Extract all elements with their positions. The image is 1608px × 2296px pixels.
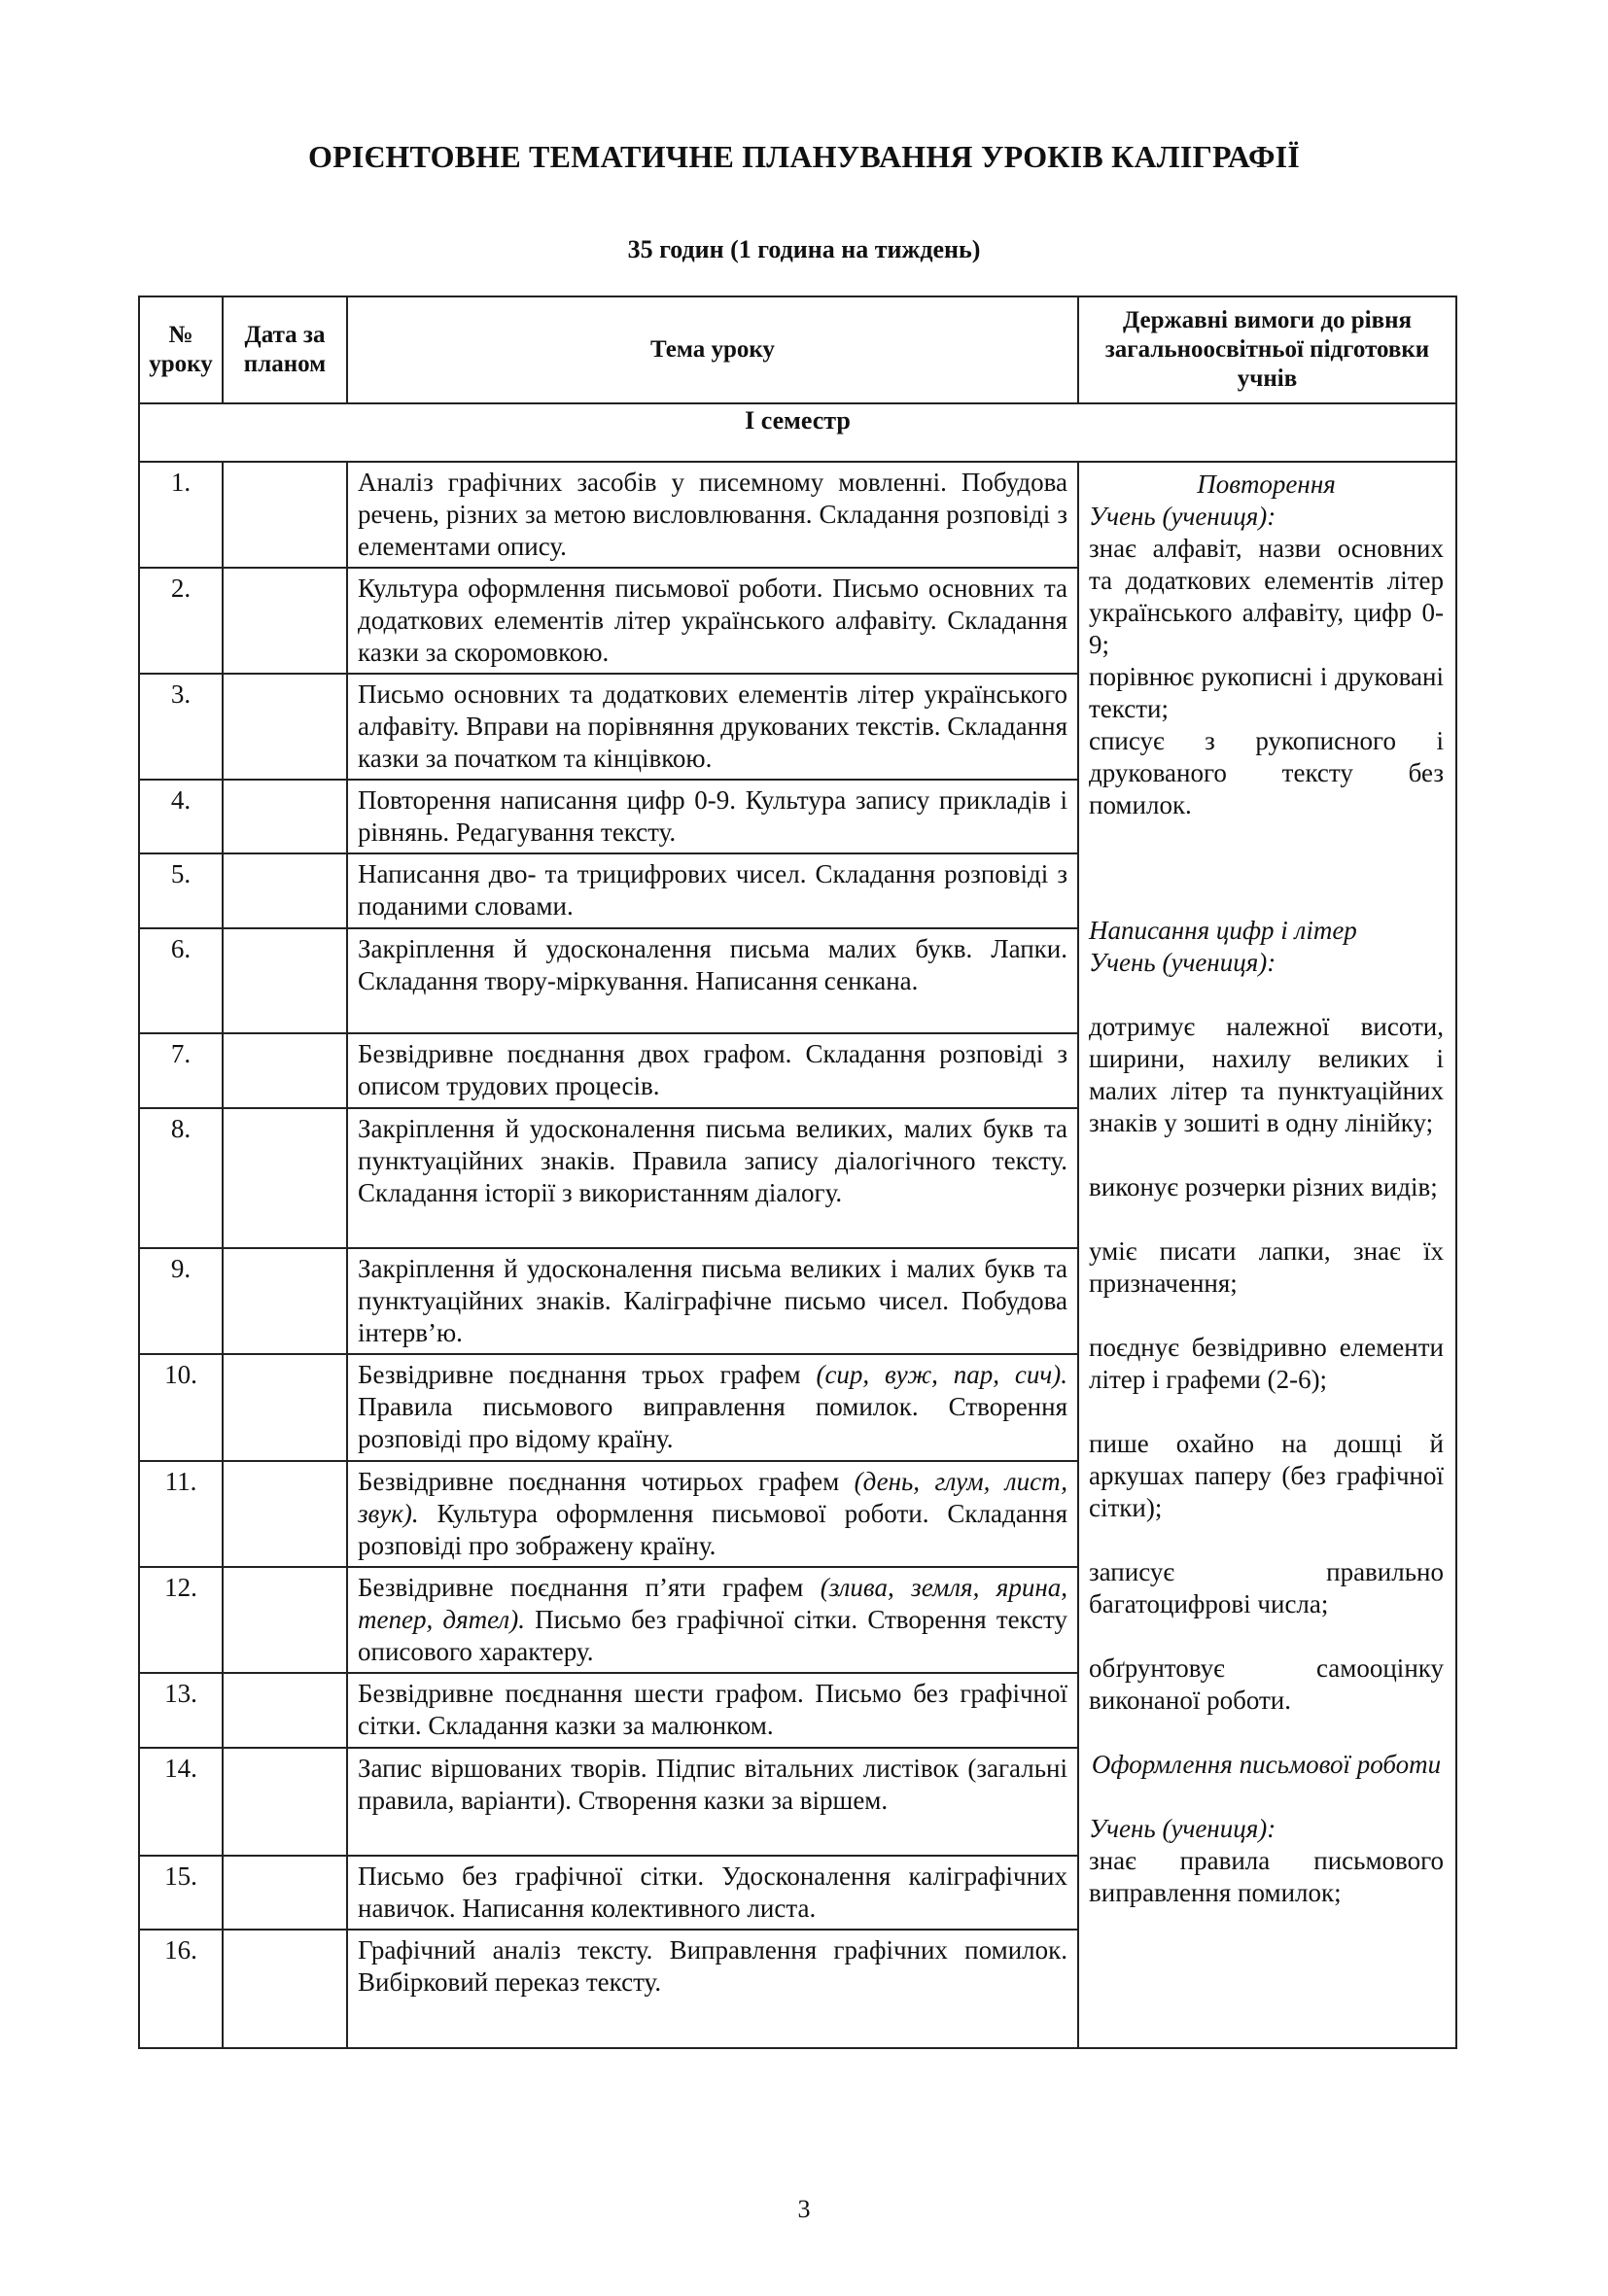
row-date: [223, 1673, 347, 1748]
row-number: 12.: [139, 1567, 223, 1673]
row-topic: Запис віршованих творів. Підпис вітальних листівок (загальні правила, варіанти). Створення казки за віршем.: [347, 1748, 1078, 1856]
row-number: 14.: [139, 1748, 223, 1856]
req-writing-item: дотримує належної висоти, ширини, нахилу великих і малих літер та пунктуаційних знаків у зошиті в одну лінійку;: [1089, 1012, 1444, 1137]
topic-examples: (злива, земля, ярина, тепер, дятел).: [358, 1573, 1067, 1634]
row-date: [223, 1567, 347, 1673]
row-number: 7.: [139, 1033, 223, 1108]
topic-text: Письмо без графічної сітки. Створення тексту описового характеру.: [358, 1605, 1067, 1666]
row-topic: Повторення написання цифр 0-9. Культура запису прикладів і рівнянь. Редагування тексту.: [347, 780, 1078, 853]
row-topic: [347, 1567, 1078, 1673]
row-date: [223, 1033, 347, 1108]
header-requirements: Державні вимоги до рівня загальноосвітньої підготовки учнів: [1078, 296, 1456, 403]
req-repetition-item: списує з рукописного і друкованого тексту без помилок.: [1089, 726, 1444, 819]
header-topic: Тема уроку: [347, 296, 1078, 403]
row-number: 15.: [139, 1856, 223, 1930]
req-repetition-student: Учень (учениця):: [1089, 502, 1276, 531]
row-date: [223, 462, 347, 568]
req-writing-title: Написання цифр і літер: [1089, 916, 1357, 945]
spacer: [1089, 1300, 1444, 1332]
req-format-title: Оформлення письмової роботи: [1091, 1750, 1442, 1779]
row-topic: Графічний аналіз тексту. Виправлення графічних помилок. Вибірковий переказ тексту.: [347, 1930, 1078, 2048]
row-date: [223, 1930, 347, 2048]
row-number: 4.: [139, 780, 223, 853]
row-date: [223, 568, 347, 674]
page-number: 3: [797, 2195, 811, 2223]
req-format-item: знає правила письмового виправлення помилок;: [1089, 1846, 1444, 1907]
row-topic: Закріплення й удосконалення письма великих і малих букв та пунктуаційних знаків. Каліграфічне письмо чисел. Побудова інтерв’ю.: [347, 1248, 1078, 1354]
req-repetition-item: знає алфавіт, назви основних та додаткових елементів літер українського алфавіту, цифр 0-9;: [1089, 534, 1444, 659]
header-number: № уроку: [139, 296, 223, 403]
topic-text: Правила письмового виправлення помилок. Створення розповіді про відому країну.: [358, 1392, 1067, 1453]
row-topic: Письмо основних та додаткових елементів літер українського алфавіту. Вправи на порівняння друкованих текстів. Складання казки за початком та кінцівкою.: [347, 674, 1078, 780]
topic-examples: (день, глум, лист, звук).: [358, 1467, 1067, 1528]
row-topic: [347, 1461, 1078, 1567]
spacer: [1089, 1203, 1444, 1235]
page-subtitle: 35 годин (1 година на тиждень): [627, 235, 981, 263]
row-date: [223, 1108, 347, 1248]
row-date: [223, 674, 347, 780]
table-row: [139, 462, 1456, 568]
row-number: 8.: [139, 1108, 223, 1248]
req-format-student: Учень (учениця):: [1089, 1814, 1276, 1843]
row-number: 3.: [139, 674, 223, 780]
req-writing-item: уміє писати лапки, знає їх призначення;: [1089, 1236, 1444, 1298]
row-topic: Письмо без графічної сітки. Удосконалення каліграфічних навичок. Написання колективного листа.: [347, 1856, 1078, 1930]
req-writing-item: обґрунтовує самооцінку виконаної роботи.: [1089, 1653, 1444, 1715]
table-header-row: [139, 296, 1456, 403]
page-title: ОРІЄНТОВНЕ ТЕМАТИЧНЕ ПЛАНУВАННЯ УРОКІВ КАЛІГРАФІЇ: [307, 139, 1300, 174]
row-number: 2.: [139, 568, 223, 674]
row-date: [223, 1248, 347, 1354]
row-date: [223, 1856, 347, 1930]
row-date: [223, 1461, 347, 1567]
req-repetition-item: порівнює рукописні і друковані тексти;: [1089, 662, 1444, 723]
row-topic: Закріплення й удосконалення письма великих, малих букв та пунктуаційних знаків. Правила запису діалогічного тексту. Складання історії з використанням діалогу.: [347, 1108, 1078, 1248]
row-date: [223, 780, 347, 853]
row-topic: Безвідривне поєднання шести графом. Письмо без графічної сітки. Складання казки за малюнком.: [347, 1673, 1078, 1748]
spacer: [1089, 1620, 1444, 1652]
spacer: [1089, 1781, 1444, 1813]
row-topic: Закріплення й удосконалення письма малих букв. Лапки. Складання твору-міркування. Написання сенкана.: [347, 928, 1078, 1033]
requirements-cell: [1078, 462, 1456, 2048]
row-topic: Аналіз графічних засобів у писемному мовленні. Побудова речень, різних за метою висловлювання. Складання розповіді з елементами опису.: [347, 462, 1078, 568]
req-writing-item: записує правильно багатоцифрові числа;: [1089, 1557, 1444, 1618]
row-topic: [347, 1354, 1078, 1461]
req-writing-student: Учень (учениця):: [1089, 948, 1276, 977]
req-writing-item: поєднує безвідривно елементи літер і графеми (2-6);: [1089, 1333, 1444, 1394]
spacer: [1089, 979, 1444, 1011]
spacer: [1089, 821, 1444, 915]
header-date: Дата за планом: [223, 296, 347, 403]
spacer: [1089, 1139, 1444, 1171]
row-number: 1.: [139, 462, 223, 568]
req-writing-item: пише охайно на дошці й аркушах паперу (без графічної сітки);: [1089, 1429, 1444, 1522]
row-number: 11.: [139, 1461, 223, 1567]
row-number: 16.: [139, 1930, 223, 2048]
topic-text: Безвідривне поєднання трьох графем: [358, 1360, 817, 1389]
topic-examples: (сир, вуж, пар, сич).: [816, 1360, 1067, 1389]
req-repetition-title: Повторення: [1197, 470, 1336, 499]
row-number: 9.: [139, 1248, 223, 1354]
semester-row: [139, 403, 1456, 462]
topic-text: Безвідривне поєднання п’яти графем: [358, 1573, 821, 1602]
row-topic: Написання дво- та трицифрових чисел. Складання розповіді з поданими словами.: [347, 853, 1078, 928]
row-topic: Культура оформлення письмової роботи. Письмо основних та додаткових елементів літер українського алфавіту. Складання казки за скоромовкою.: [347, 568, 1078, 674]
spacer: [1089, 1524, 1444, 1556]
row-number: 5.: [139, 853, 223, 928]
row-date: [223, 1748, 347, 1856]
spacer: [1089, 1717, 1444, 1749]
req-writing-item: виконує розчерки різних видів;: [1089, 1172, 1438, 1201]
row-date: [223, 928, 347, 1033]
semester-label: І семестр: [139, 403, 1456, 462]
topic-text: Культура оформлення письмової роботи. Складання розповіді про зображену країну.: [358, 1499, 1067, 1560]
row-number: 13.: [139, 1673, 223, 1748]
row-topic: Безвідривне поєднання двох графом. Складання розповіді з описом трудових процесів.: [347, 1033, 1078, 1108]
row-date: [223, 1354, 347, 1461]
row-number: 6.: [139, 928, 223, 1033]
topic-text: Безвідривне поєднання чотирьох графем: [358, 1467, 855, 1496]
row-number: 10.: [139, 1354, 223, 1461]
planning-table: [138, 296, 1457, 2049]
row-date: [223, 853, 347, 928]
spacer: [1089, 1396, 1444, 1428]
